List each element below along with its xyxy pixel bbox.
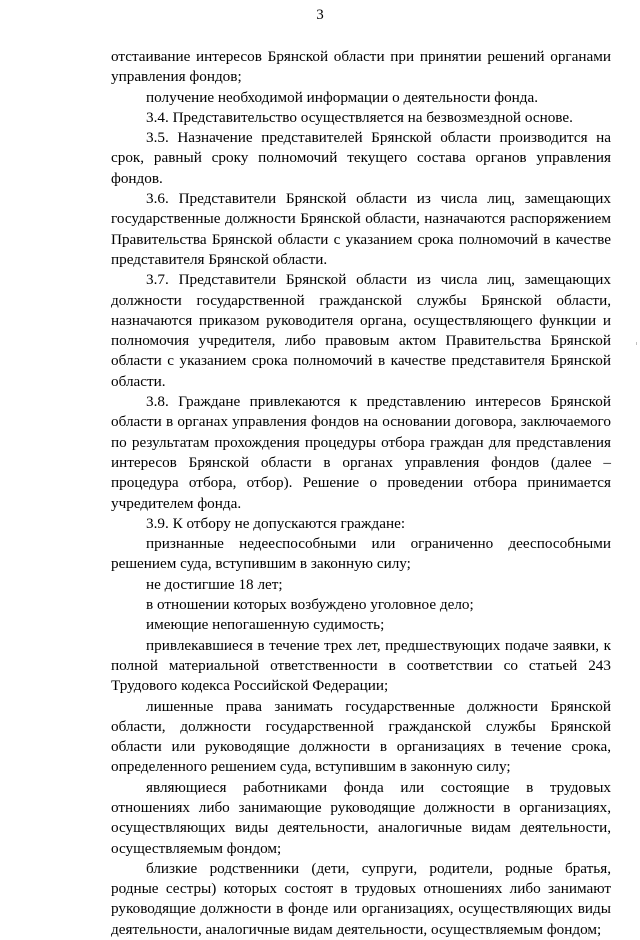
list-item-incapacitated: признанные недееспособными или ограниченно дееспособными решением суда, вступившим в законную силу; <box>111 535 611 573</box>
list-item-close-relatives: близкие родственники (дети, супруги, родители, родные братья, родные сестры) которых состоят в трудовых отношениях либо занимают руководящие должности в фонде или организациях, осуществляющих виды деятельности, аналогичные видам деятельности, осуществляемым фондом; <box>111 859 611 938</box>
paragraph-3-4: 3.4. Представительство осуществляется на безвозмездной основе. <box>146 108 573 126</box>
paragraph-3-8: 3.8. Граждане привлекаются к представлению интересов Брянской области в органах управления фондов на основании договора, заключаемого по результатам прохождения процедуры отбора граждан для представления интересов Брянской области в органах управления фондов (далее – процедура отбора, отбор). Решение о проведении отбора принимается учредителем фонда. <box>111 393 611 512</box>
list-item-deprived-of-right: лишенные права занимать государственные должности Брянской области, должности государственной гражданской службы Брянской области или руководящие должности в организациях в течение срока, определенного решением суда, вступившим в законную силу; <box>111 697 611 776</box>
list-item-under-18: не достигшие 18 лет; <box>146 575 283 593</box>
paragraph-get-information: получение необходимой информации о деятельности фонда. <box>146 88 539 106</box>
paragraph-3-9: 3.9. К отбору не допускаются граждане: <box>146 514 406 532</box>
paragraph-3-5: 3.5. Назначение представителей Брянской области производится на срок, равный сроку полномочий текущего состава органов управления фондов. <box>111 129 611 187</box>
list-item-fund-employees: являющиеся работниками фонда или состоящие в трудовых отношениях либо занимающие руководящие должности в организациях, осуществляющих виды деятельности, аналогичные видам деятельности, осуществляемым фондом; <box>111 778 611 857</box>
paragraph-defend-interests: отстаивание интересов Брянской области при принятии решений органами управления фондов; <box>111 48 611 86</box>
list-item-criminal-record: имеющие непогашенную судимость; <box>146 616 385 634</box>
list-item-criminal-case: в отношении которых возбуждено уголовное дело; <box>146 596 474 614</box>
scan-margin-mark <box>636 342 637 345</box>
page-number: 3 <box>316 7 324 23</box>
paragraph-3-6: 3.6. Представители Брянской области из числа лиц, замещающих государственные должности Брянской области, назначаются распоряжением Правительства Брянской области с указанием срока полномочий в качестве представителя Брянской области. <box>111 190 611 268</box>
document-body <box>111 47 611 940</box>
paragraph-3-7: 3.7. Представители Брянской области из числа лиц, замещающих должности государственной гражданской службы Брянской области, назначаются приказом руководителя органа, осуществляющего функции и полномочия учредителя, либо правовым актом Правительства Брянской области с указанием срока полномочий в качестве представителя Брянской области. <box>111 271 611 390</box>
list-item-material-liability: привлекавшиеся в течение трех лет, предшествующих подаче заявки, к полной материальной ответственности в соответствии со статьей 243 Трудового кодекса Российской Федерации; <box>111 636 611 695</box>
